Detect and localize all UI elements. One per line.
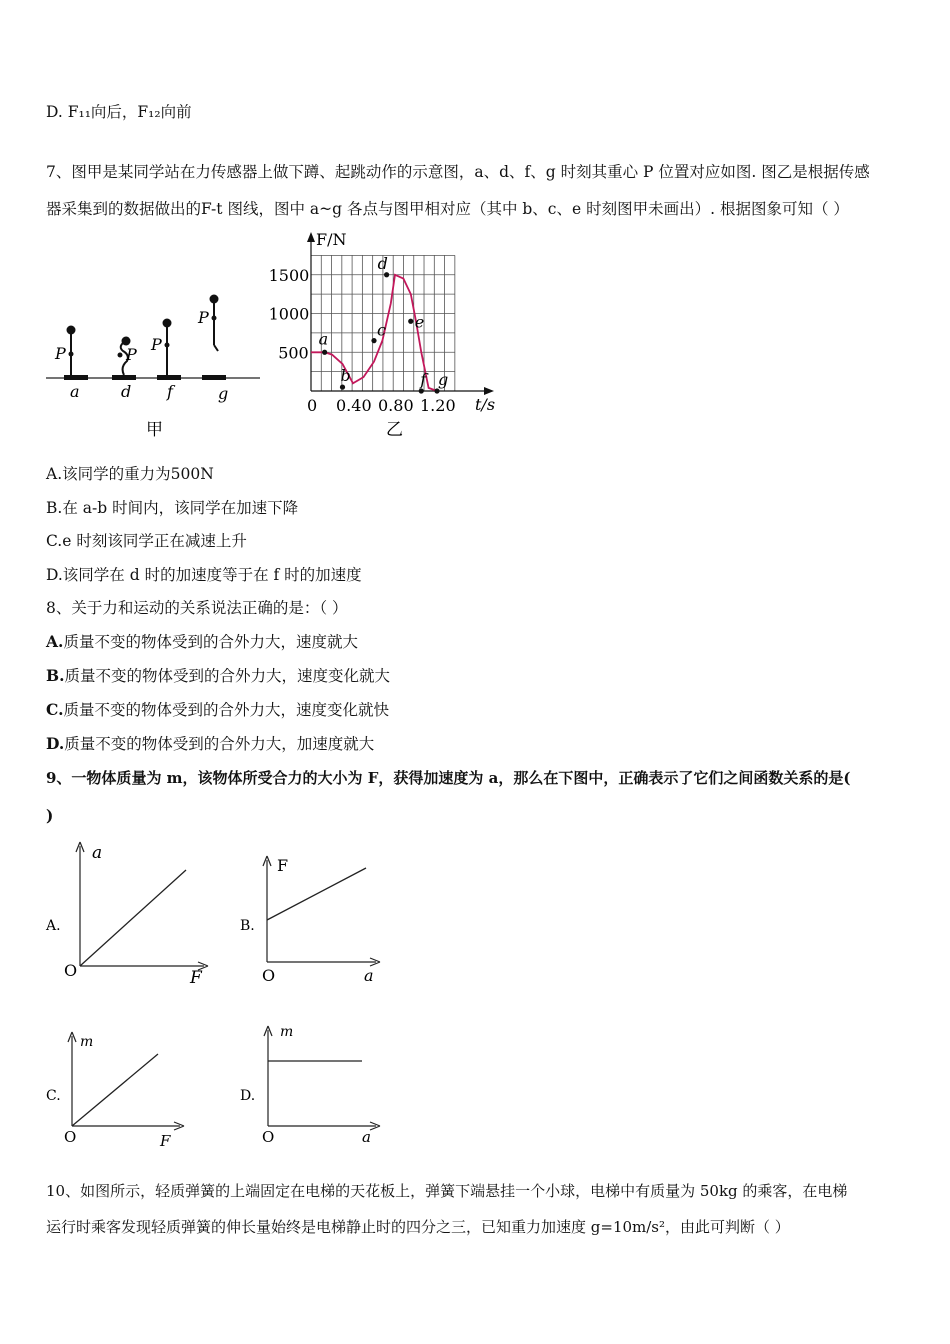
graph-d-origin: O bbox=[262, 1128, 275, 1146]
time-label-d: d bbox=[121, 382, 132, 401]
p-label-f: P bbox=[151, 335, 162, 354]
point-g bbox=[434, 388, 439, 393]
graph-c-line bbox=[72, 1054, 158, 1126]
figure-d-p-point bbox=[118, 353, 123, 358]
x-tick-label: 0 bbox=[307, 396, 318, 415]
q8-option-b bbox=[46, 666, 390, 686]
graph-c-xlabel: F bbox=[160, 1132, 171, 1150]
graph-c-origin: O bbox=[64, 1128, 77, 1146]
figure-f-p-point bbox=[165, 343, 170, 348]
sensor-plate-f bbox=[157, 375, 181, 380]
q7-option-d: D.该同学在 d 时的加速度等于在 f 时的加速度 bbox=[46, 566, 362, 584]
graph-b-line bbox=[267, 868, 366, 920]
option-letter: B. bbox=[46, 666, 65, 685]
p-label-a: P bbox=[55, 344, 66, 363]
figure-g-feet bbox=[214, 345, 218, 351]
q8-option-c bbox=[46, 700, 389, 720]
graph-a-option: A. bbox=[46, 918, 61, 934]
option-letter: D. bbox=[46, 734, 65, 753]
graph-b-ylabel: F bbox=[277, 856, 289, 875]
q9-stem-line1: 9、一物体质量为 m，该物体所受合力的大小为 F，获得加速度为 a，那么在下图中，正确表示了它们之间函数关系的是( bbox=[46, 769, 851, 787]
graph-b-xlabel: a bbox=[364, 966, 374, 985]
q10-stem-line2: 运行时乘客发现轻质弹簧的伸长量始终是电梯静止时的四分之三，已知重力加速度 g=10m/s²，由此可判断（ ） bbox=[46, 1218, 790, 1236]
graph-a-origin: O bbox=[64, 961, 78, 980]
point-c bbox=[371, 338, 376, 343]
y-tick-label: 1500 bbox=[268, 265, 310, 285]
figure-g-head bbox=[210, 295, 219, 304]
figure-yi-caption: 乙 bbox=[386, 420, 403, 440]
option-text: 质量不变的物体受到的合外力大，速度变化就快 bbox=[63, 701, 389, 719]
time-label-g: g bbox=[218, 384, 229, 403]
figure-a-p-point bbox=[69, 352, 74, 357]
option-letter: C. bbox=[46, 700, 64, 719]
sensor-plate-a bbox=[64, 375, 88, 380]
q7-option-c: C.e 时刻该同学正在减速上升 bbox=[46, 532, 247, 550]
x-tick-label: 0.40 bbox=[336, 396, 372, 415]
option-text: 质量不变的物体受到的合外力大，速度变化就大 bbox=[64, 667, 391, 685]
graph-d bbox=[238, 1020, 388, 1155]
time-label-f: f bbox=[167, 382, 173, 401]
x-tick-label: 0.80 bbox=[378, 396, 414, 415]
option-text: 质量不变的物体受到的合外力大，速度就大 bbox=[63, 633, 358, 651]
point-label-a: a bbox=[318, 329, 329, 349]
point-label-c: c bbox=[377, 320, 386, 340]
point-e bbox=[408, 319, 413, 324]
figure-g-p-point bbox=[212, 316, 217, 321]
sensor-plate-d bbox=[112, 375, 136, 380]
figure-f-head bbox=[163, 319, 172, 328]
y-axis-arrow bbox=[307, 232, 315, 242]
point-f bbox=[419, 388, 424, 393]
q8-stem: 8、关于力和运动的关系说法正确的是：（ ） bbox=[46, 599, 348, 617]
point-a bbox=[322, 350, 327, 355]
q7-stem-line2: 器采集到的数据做出的F-t 图线，图中 a~g 各点与图甲相对应（其中 b、c、e 时刻图甲未画出）. 根据图象可知（ ） bbox=[46, 200, 849, 218]
option-letter: A. bbox=[46, 632, 64, 651]
q7-option-b: B.在 a-b 时间内，该同学在加速下降 bbox=[46, 499, 299, 517]
x-axis-arrow bbox=[484, 387, 494, 395]
p-label-d: P bbox=[126, 345, 137, 364]
point-label-g: g bbox=[438, 370, 449, 389]
point-d bbox=[384, 272, 389, 277]
figure-jia bbox=[44, 285, 264, 440]
figure-jia-caption: 甲 bbox=[146, 420, 163, 440]
point-label-f: f bbox=[420, 370, 427, 389]
graph-d-xlabel: a bbox=[362, 1128, 371, 1146]
graph-c bbox=[44, 1020, 194, 1155]
x-tick-label: 1.20 bbox=[420, 396, 456, 415]
p-label-g: P bbox=[198, 308, 209, 327]
graph-a-line bbox=[80, 870, 186, 966]
graph-a bbox=[44, 838, 214, 993]
graph-a-ylabel: a bbox=[92, 843, 103, 863]
q7-option-a: A.该同学的重力为500N bbox=[46, 465, 214, 483]
point-label-d: d bbox=[377, 253, 388, 273]
graph-c-ylabel: m bbox=[80, 1034, 94, 1050]
y-tick-label: 500 bbox=[278, 343, 309, 363]
point-b bbox=[340, 385, 345, 390]
x-axis-label: t/s bbox=[475, 395, 496, 414]
q7-stem-line1: 7、图甲是某同学站在力传感器上做下蹲、起跳动作的示意图，a、d、f、g 时刻其重心 P 位置对应如图. 图乙是根据传感 bbox=[46, 163, 870, 181]
figure-yi-ft-chart bbox=[268, 228, 508, 443]
point-label-e: e bbox=[414, 312, 425, 332]
y-tick-label: 1000 bbox=[268, 304, 310, 324]
graph-b bbox=[238, 838, 388, 993]
q6-option-d: D. F₁₁向后，F₁₂向前 bbox=[46, 103, 192, 121]
q8-option-d bbox=[46, 734, 374, 754]
graph-c-option: C. bbox=[46, 1088, 61, 1104]
figure-a-head bbox=[67, 326, 76, 335]
q9-stem-line2: ) bbox=[46, 806, 54, 825]
time-label-a: a bbox=[70, 382, 80, 401]
graph-d-ylabel: m bbox=[280, 1024, 294, 1040]
y-axis-label: F/N bbox=[316, 230, 347, 249]
q8-option-a bbox=[46, 632, 358, 652]
sensor-plate-g bbox=[202, 375, 226, 380]
graph-b-origin: O bbox=[262, 966, 276, 985]
graph-d-option: D. bbox=[240, 1088, 256, 1104]
graph-a-xlabel: F bbox=[190, 968, 202, 988]
point-label-b: b bbox=[340, 366, 351, 386]
q10-stem-line1: 10、如图所示，轻质弹簧的上端固定在电梯的天花板上，弹簧下端悬挂一个小球，电梯中有质量为 50kg 的乘客，在电梯 bbox=[46, 1182, 848, 1200]
option-text: 质量不变的物体受到的合外力大，加速度就大 bbox=[64, 735, 375, 753]
graph-b-option: B. bbox=[240, 918, 255, 934]
